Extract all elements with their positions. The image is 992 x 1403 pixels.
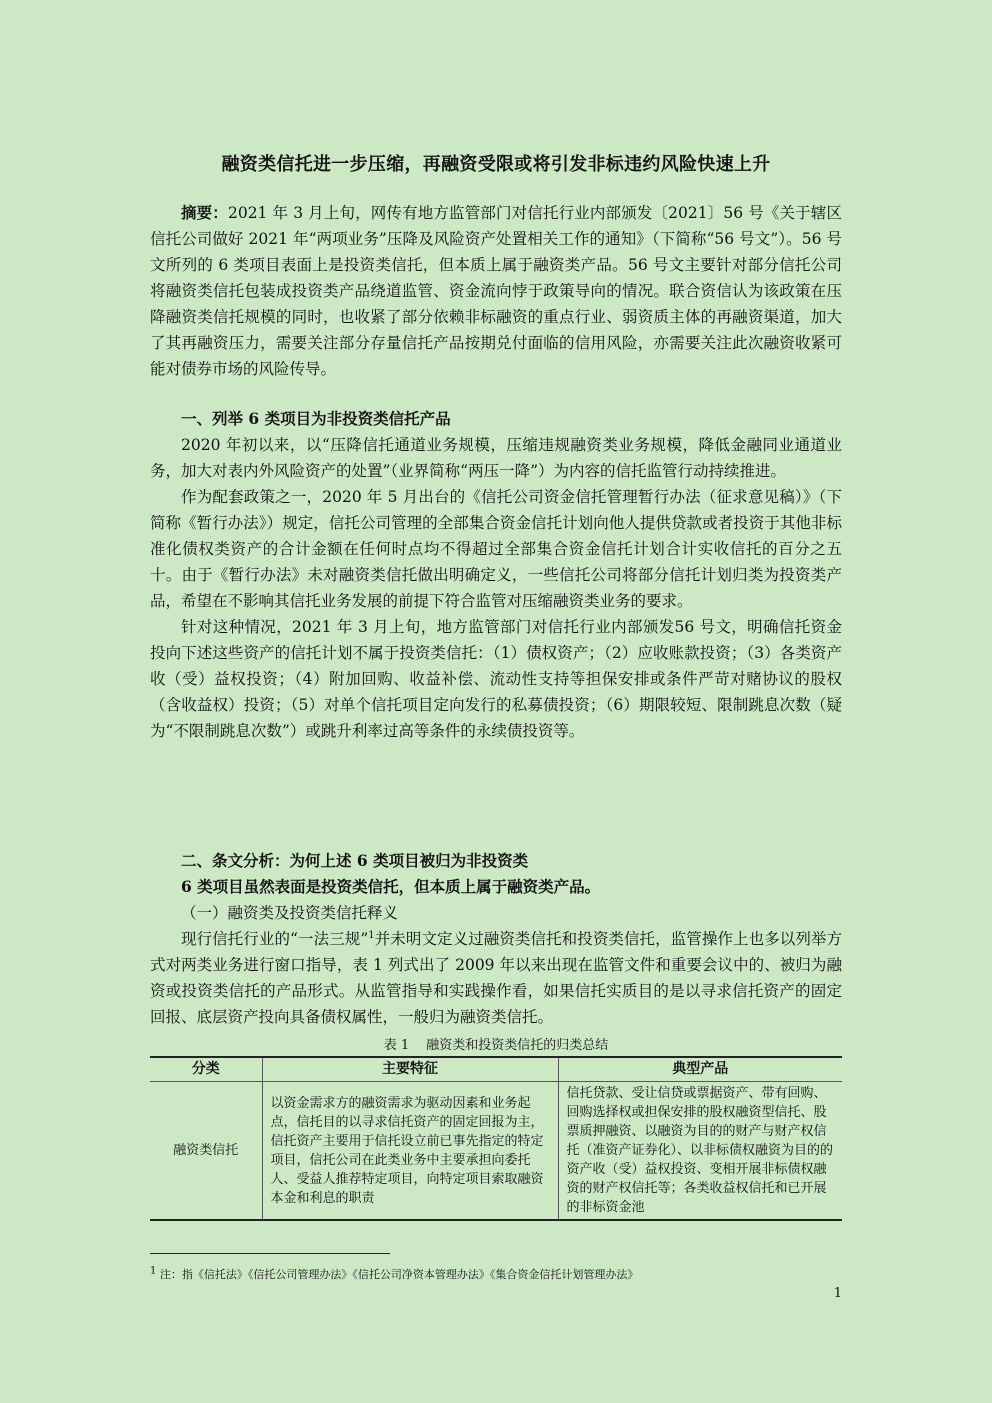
section-2-paragraph-1 bbox=[150, 926, 842, 1030]
footnote-divider bbox=[150, 1253, 390, 1254]
table-header-row bbox=[150, 1057, 842, 1082]
footnote-mark: 1 bbox=[150, 1265, 157, 1277]
table-cell-feature: 以资金需求方的融资需求为驱动因素和业务起点，信托目的以寻求信托资产的固定回报为主，信托资产主要用于信托设立前已事先指定的特定项目，信托公司在此类业务中主要承担向委托人、受益人推荐特定项目，向特定项目索取融资本金和利息的职责 bbox=[262, 1082, 558, 1221]
section-1 bbox=[150, 406, 842, 744]
table-header-feature: 主要特征 bbox=[262, 1057, 558, 1082]
abstract bbox=[150, 200, 842, 382]
table-header-category: 分类 bbox=[150, 1057, 262, 1082]
footnote-ref[interactable]: 1 bbox=[368, 929, 375, 941]
section-2 bbox=[150, 848, 842, 1030]
section-1-paragraph-2: 作为配套政策之一，2020 年 5 月出台的《信托公司资金信托管理暂行办法（征求意见稿）》（下简称《暂行办法》）规定，信托公司管理的全部集合资金信托计划向他人提供贷款或者投资于其他非标准化债权类资产的合计金额在任何时点均不得超过全部集合资金信托计划合计实收信托的百分之五十。由于《暂行办法》未对融资类信托做出明确定义，一些信托公司将部分信托计划归类为投资类产品，希望在不影响其信托业务发展的前提下符合监管对压缩融资类业务的要求。 bbox=[150, 488, 842, 610]
section-2-subheading: 6 类项目虽然表面是投资类信托，但本质上属于融资类产品。 bbox=[181, 877, 601, 896]
table-cell-products: 信托贷款、受让信贷或票据资产、带有回购、回购选择权或担保安排的股权融资型信托、股票质押融资、以融资为目的的财产与财产权信托（准资产证券化）、以非标债权融资为目的的资产收（受）益权投资、变相开展非标债权融资的财产权信托等；各类收益权信托和已开展的非标资金池 bbox=[558, 1082, 842, 1221]
page-number: 1 bbox=[833, 1286, 842, 1301]
table-caption: 表 1 融资类和投资类信托的归类总结 bbox=[383, 1038, 609, 1053]
section-2-sub-1: （一）融资类及投资类信托释义 bbox=[181, 904, 399, 922]
section-2-paragraph-1b: 并未明文定义过融资类信托和投资类信托，监管操作上也多以列举方式对两类业务进行窗口指导，表 1 列式出了 2009 年以来出现在监管文件和重要会议中的、被归为融资或投资类信托的产品形式。从监管指导和实践操作看，如果信托实质目的是以寻求信托资产的固定回报、底层资产投向具备债权属性，一般归为融资类信托。 bbox=[150, 930, 842, 1026]
table-cell-category: 融资类信托 bbox=[150, 1082, 262, 1221]
section-2-paragraph-1a: 现行信托行业的“一法三规” bbox=[181, 930, 369, 948]
table-header-products: 典型产品 bbox=[558, 1057, 842, 1082]
classification-table bbox=[150, 1056, 842, 1221]
abstract-label: 摘要： bbox=[181, 203, 228, 222]
footnote bbox=[150, 1266, 842, 1282]
abstract-text: 2021 年 3 月上旬，网传有地方监管部门对信托行业内部颁发〔2021〕56 号《关于辖区信托公司做好 2021 年“两项业务”压降及风险资产处置相关工作的通知》（下简称“56 号文”）。56 号文所列的 6 类项目表面上是投资类信托，但本质上属于融资类产品。56 号文主要针对部分信托公司将融资类信托包装成投资类产品绕道监管、资金流向悖于政策导向的情况。联合资信认为该政策在压降融资类信托规模的同时，也收紧了部分依赖非标融资的重点行业、弱资质主体的再融资渠道，加大了其再融资压力，需要关注部分存量信托产品按期兑付面临的信用风险，亦需要关注此次融资收紧可能对债券市场的风险传导。 bbox=[150, 204, 842, 378]
section-1-paragraph-1: 2020 年初以来，以“压降信托通道业务规模，压缩违规融资类业务规模，降低金融同业通道业务，加大对表内外风险资产的处置”（业界简称“两压一降”）为内容的信托监管行动持续推进。 bbox=[150, 436, 842, 480]
footnote-text: 注：指《信托法》《信托公司管理办法》《信托公司净资本管理办法》《集合资金信托计划管理办法》 bbox=[159, 1268, 639, 1281]
section-1-paragraph-3: 针对这种情况，2021 年 3 月上旬，地方监管部门对信托行业内部颁发56 号文，明确信托资金投向下述这些资产的信托计划不属于投资类信托：（1）债权资产；（2）应收账款投资；（3）各类资产收（受）益权投资；（4）附加回购、收益补偿、流动性支持等担保安排或条件严苛对赌协议的股权（含收益权）投资；（5）对单个信托项目定向发行的私募债投资；（6）期限较短、限制跳息次数（疑为“不限制跳息次数”）或跳升利率过高等条件的永续债投资等。 bbox=[150, 618, 842, 740]
section-2-heading: 二、条文分析：为何上述 6 类项目被归为非投资类 bbox=[181, 851, 529, 870]
table-row bbox=[150, 1082, 842, 1221]
section-1-heading: 一、列举 6 类项目为非投资类信托产品 bbox=[181, 409, 451, 428]
document-title: 融资类信托进一步压缩，再融资受限或将引发非标违约风险快速上升 bbox=[221, 154, 771, 175]
